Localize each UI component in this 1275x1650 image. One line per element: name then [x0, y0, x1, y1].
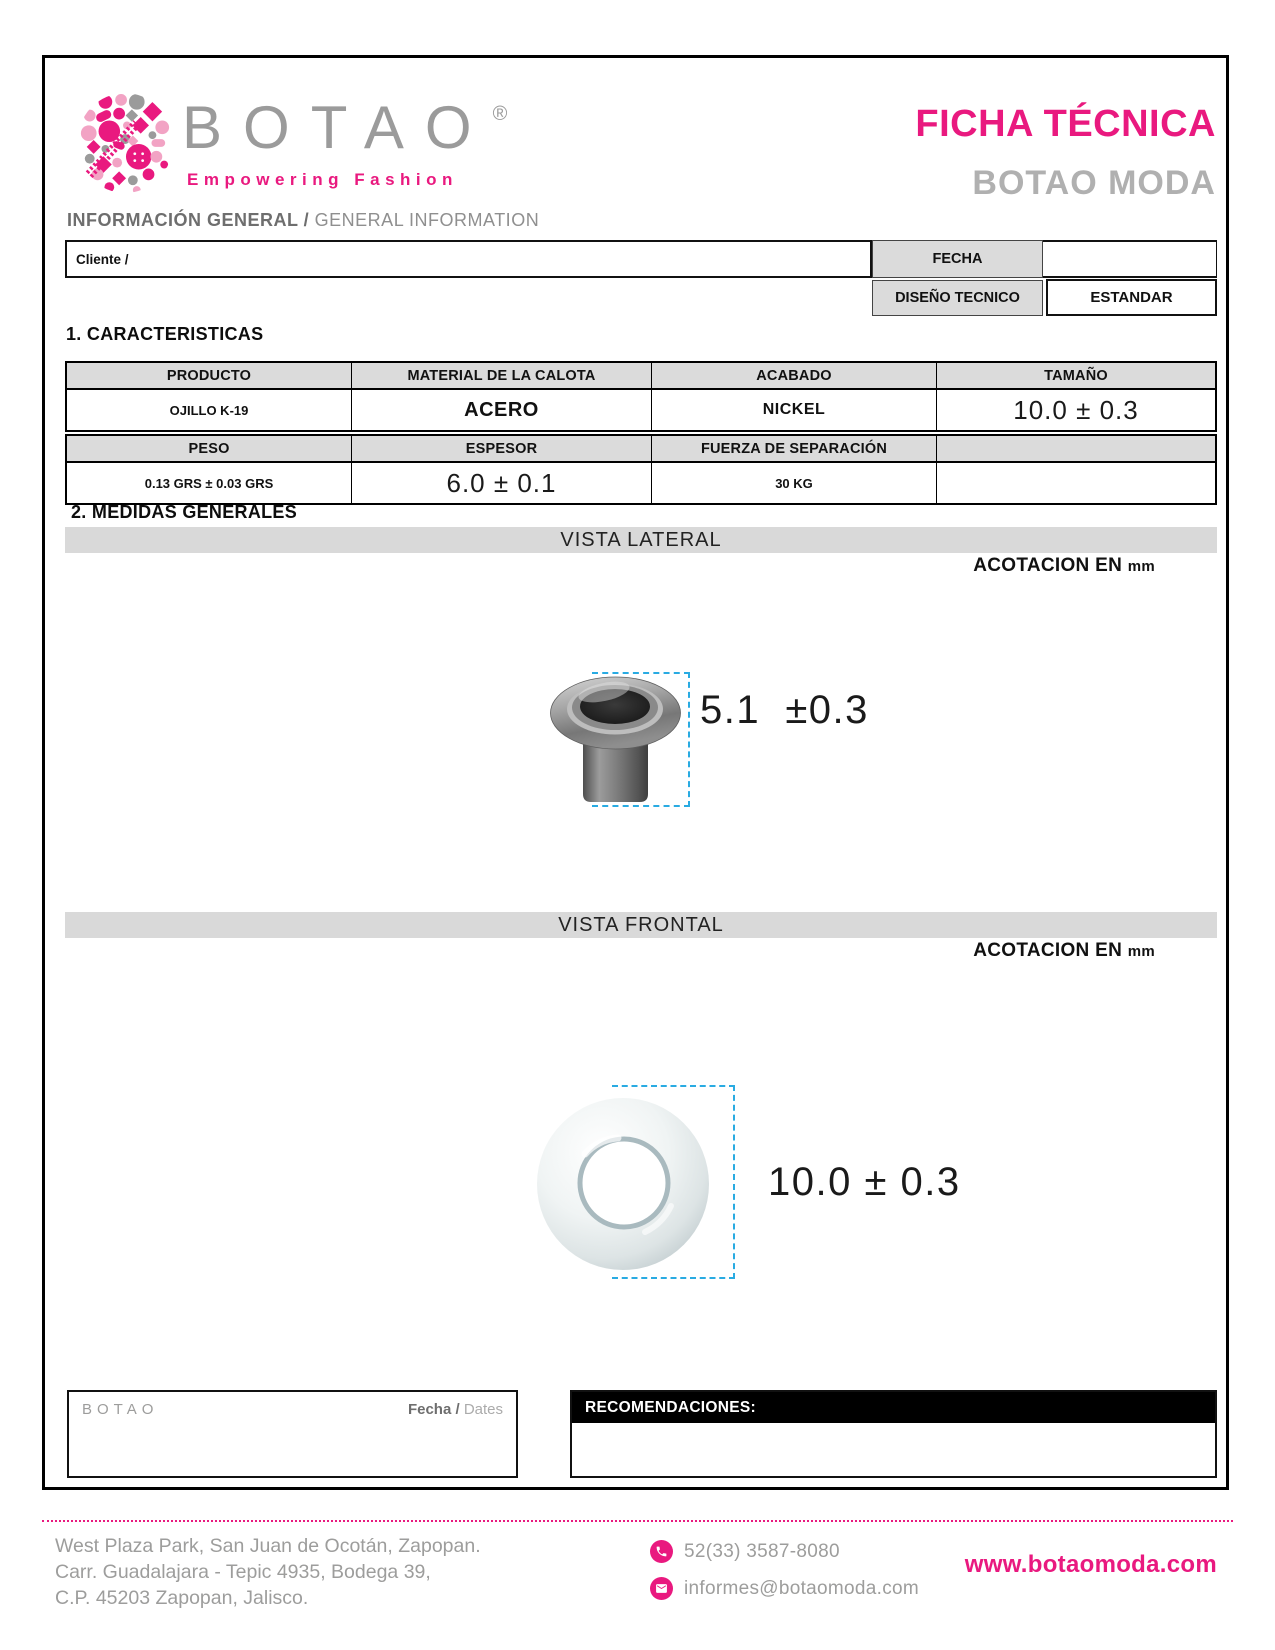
diseno-tecnico-value-cell: ESTANDAR	[1046, 279, 1217, 316]
recomendaciones-label: RECOMENDACIONES:	[585, 1398, 757, 1416]
phone-number: 52(33) 3587-8080	[684, 1540, 840, 1562]
heading-es: INFORMACIÓN GENERAL /	[67, 210, 315, 230]
document-subtitle: BOTAO MODA	[972, 164, 1216, 202]
acotacion-label: ACOTACION EN	[973, 940, 1128, 961]
value-peso: 0.13 GRS ± 0.03 GRS	[67, 463, 352, 503]
botao-wordmark: BOTAO®	[182, 94, 508, 161]
medidas-heading: 2. MEDIDAS GENERALES	[71, 502, 298, 522]
value-material: ACERO	[352, 390, 652, 430]
header-empty	[937, 436, 1215, 461]
email-address: informes@botaomoda.com	[684, 1577, 919, 1599]
value-espesor: 6.0 ± 0.1	[352, 463, 652, 503]
acotacion-lateral	[973, 555, 1155, 577]
eyelet-side-photo	[534, 648, 698, 810]
acotacion-units: mm	[1127, 558, 1155, 575]
value-tamano: 10.0 ± 0.3	[1013, 394, 1139, 425]
header-tamano: TAMAÑO	[1044, 367, 1108, 384]
table-value-row	[67, 390, 1215, 430]
table-header-row	[67, 363, 1215, 390]
value-acabado: NICKEL	[652, 390, 937, 430]
acotacion-units: mm	[1127, 943, 1155, 960]
table-header-row	[67, 436, 1215, 463]
heading-en: GENERAL INFORMATION	[314, 210, 540, 230]
cliente-field	[65, 240, 872, 278]
frontal-measurement: 10.0 ± 0.3	[768, 1160, 961, 1204]
header-material: MATERIAL DE LA CALOTA	[352, 363, 652, 388]
lateral-measurement: 5.1 ±0.3	[700, 688, 869, 732]
footer-phone	[650, 1540, 840, 1563]
email-icon	[650, 1577, 673, 1600]
footer-address	[55, 1533, 481, 1611]
cliente-label: Cliente /	[76, 251, 129, 267]
recomendaciones-box	[570, 1390, 1217, 1478]
general-information-heading	[67, 210, 539, 231]
address-line: Carr. Guadalajara - Tepic 4935, Bodega 39,	[55, 1561, 431, 1583]
signature-date-box	[67, 1390, 518, 1478]
footer-email	[650, 1577, 919, 1600]
footer-divider	[42, 1520, 1233, 1522]
phone-icon	[650, 1540, 673, 1563]
caracteristicas-table-2	[65, 434, 1217, 505]
fecha-value-cell	[1043, 240, 1217, 278]
acotacion-frontal	[973, 940, 1155, 962]
recomendaciones-header	[572, 1392, 1215, 1423]
value-fuerza: 30 KG	[652, 463, 937, 503]
address-line: West Plaza Park, San Juan de Ocotán, Zapopan.	[55, 1535, 481, 1557]
document-title: FICHA TÉCNICA	[915, 103, 1216, 145]
fecha-dates-label: Fecha / Dates	[407, 1401, 503, 1418]
vista-lateral-bar: VISTA LATERAL	[65, 527, 1217, 553]
value-producto: OJILLO K-19	[67, 390, 352, 430]
value-empty	[937, 463, 1215, 503]
registered-mark: ®	[492, 103, 508, 125]
vista-frontal-bar: VISTA FRONTAL	[65, 912, 1217, 938]
table-value-row	[67, 463, 1215, 503]
diseno-tecnico-label-cell: DISEÑO TECNICO	[872, 280, 1043, 316]
header-espesor: ESPESOR	[352, 436, 652, 461]
logo-tagline: Empowering Fashion	[187, 170, 458, 189]
header-fuerza: FUERZA DE SEPARACIÓN	[652, 436, 937, 461]
caracteristicas-table-1	[65, 361, 1217, 432]
header-acabado: ACABADO	[652, 363, 937, 388]
address-line: C.P. 45203 Zapopan, Jalisco.	[55, 1587, 309, 1609]
botao-logo-icon	[76, 90, 174, 196]
footer-website: www.botaomoda.com	[964, 1551, 1217, 1578]
header-producto: PRODUCTO	[67, 363, 352, 388]
botao-box-label: BOTAO	[82, 1401, 159, 1418]
caracteristicas-heading: 1. CARACTERISTICAS	[66, 324, 264, 344]
fecha-label-cell: FECHA	[872, 240, 1043, 278]
eyelet-front-photo	[533, 1094, 713, 1274]
acotacion-label: ACOTACION EN	[973, 555, 1128, 576]
header-peso: PESO	[67, 436, 352, 461]
